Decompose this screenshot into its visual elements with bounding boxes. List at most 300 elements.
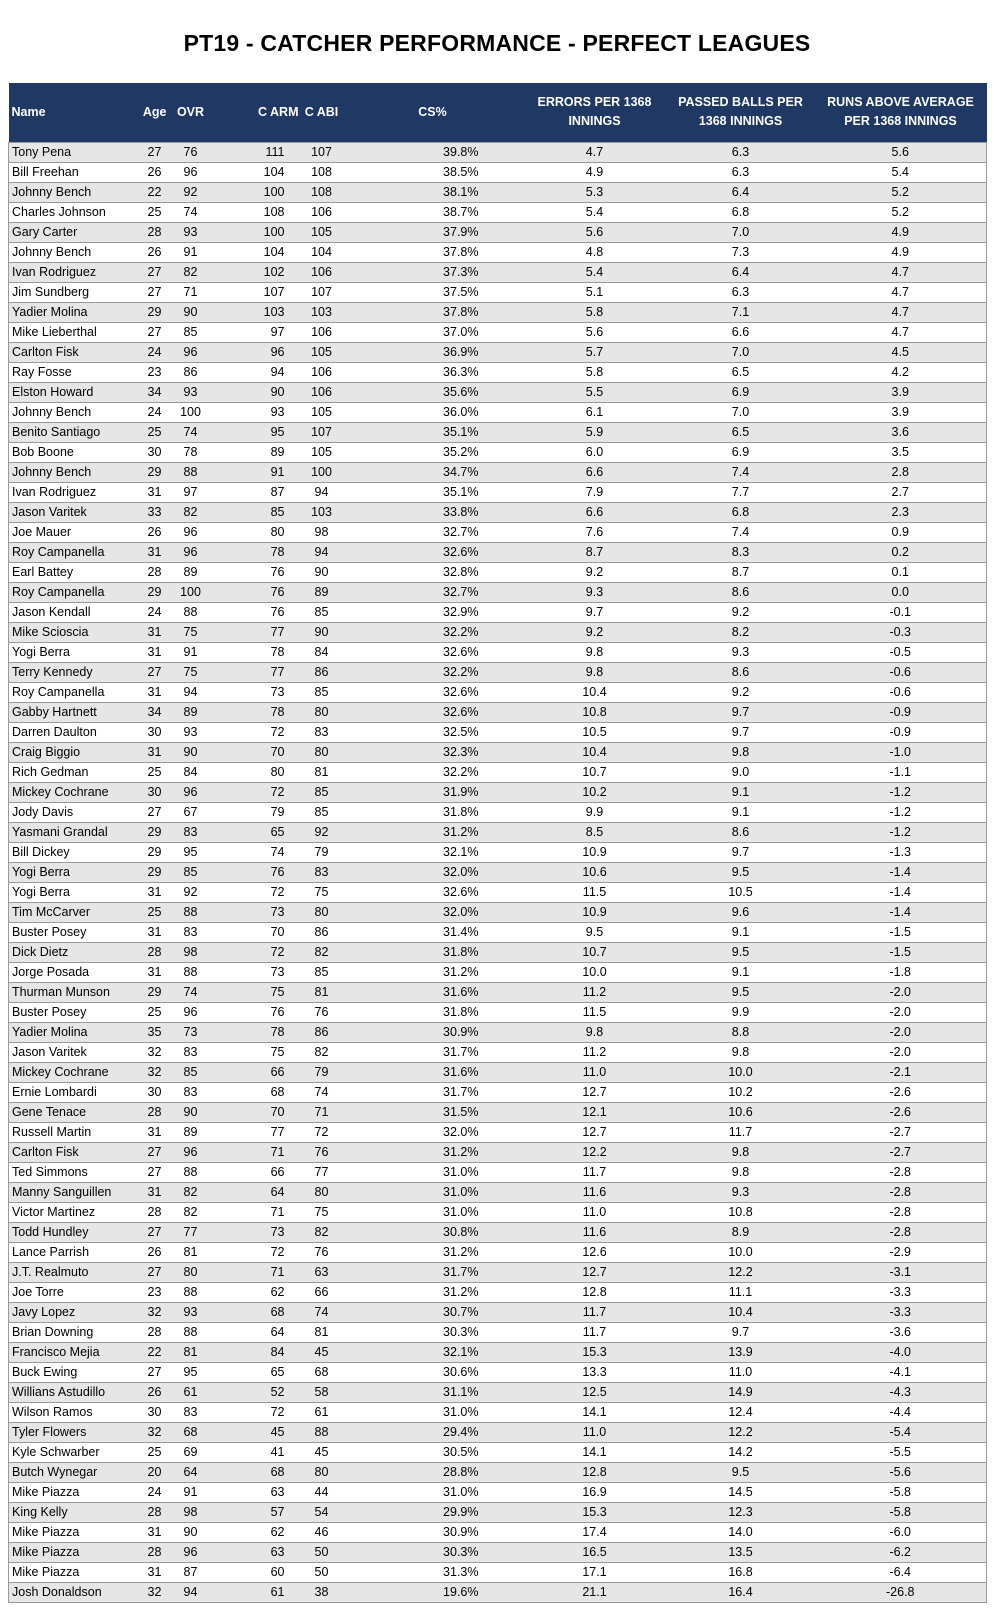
cell-cs-pct: 31.0% xyxy=(343,1162,523,1182)
cell-c-abi: 85 xyxy=(301,602,343,622)
cell-age: 30 xyxy=(141,442,169,462)
cell-runs-above-average: 3.6 xyxy=(815,422,987,442)
cell-passed-balls: 7.0 xyxy=(667,342,815,362)
cell-passed-balls: 11.0 xyxy=(667,1362,815,1382)
cell-age: 29 xyxy=(141,982,169,1002)
cell-c-arm: 62 xyxy=(213,1282,301,1302)
cell-age: 32 xyxy=(141,1042,169,1062)
table-row xyxy=(9,1262,987,1282)
cell-age: 22 xyxy=(141,1342,169,1362)
cell-ovr: 67 xyxy=(169,802,213,822)
cell-passed-balls: 6.3 xyxy=(667,282,815,302)
cell-name: Jim Sundberg xyxy=(9,282,141,302)
cell-passed-balls: 9.7 xyxy=(667,842,815,862)
cell-errors: 12.2 xyxy=(523,1142,667,1162)
col-header-name[interactable]: Name xyxy=(11,104,46,119)
cell-c-abi: 72 xyxy=(301,1122,343,1142)
cell-errors: 11.0 xyxy=(523,1062,667,1082)
cell-age: 27 xyxy=(141,1222,169,1242)
cell-runs-above-average: -3.3 xyxy=(815,1282,987,1302)
cell-age: 25 xyxy=(141,202,169,222)
cell-cs-pct: 35.1% xyxy=(343,422,523,442)
cell-c-abi: 80 xyxy=(301,742,343,762)
cell-cs-pct: 31.8% xyxy=(343,1002,523,1022)
cell-cs-pct: 32.5% xyxy=(343,722,523,742)
cell-c-abi: 80 xyxy=(301,1462,343,1482)
cell-cs-pct: 31.3% xyxy=(343,1562,523,1582)
table-row xyxy=(9,162,987,182)
cell-passed-balls: 7.0 xyxy=(667,402,815,422)
col-header-runs-above-average[interactable]: RUNS ABOVE AVERAGE PER 1368 INNINGS xyxy=(827,95,974,129)
cell-runs-above-average: -5.8 xyxy=(815,1502,987,1522)
cell-name: Mike Piazza xyxy=(9,1482,141,1502)
cell-errors: 12.5 xyxy=(523,1382,667,1402)
cell-c-arm: 72 xyxy=(213,1242,301,1262)
cell-errors: 15.3 xyxy=(523,1342,667,1362)
cell-name: Buck Ewing xyxy=(9,1362,141,1382)
cell-passed-balls: 9.7 xyxy=(667,1322,815,1342)
cell-errors: 4.8 xyxy=(523,242,667,262)
cell-runs-above-average: -5.4 xyxy=(815,1422,987,1442)
cell-c-abi: 61 xyxy=(301,1402,343,1422)
table-row xyxy=(9,402,987,422)
cell-name: Thurman Munson xyxy=(9,982,141,1002)
cell-ovr: 73 xyxy=(169,1022,213,1042)
col-header-c-abi[interactable]: C ABI xyxy=(304,104,339,119)
cell-errors: 5.9 xyxy=(523,422,667,442)
cell-passed-balls: 9.8 xyxy=(667,1142,815,1162)
cell-age: 29 xyxy=(141,582,169,602)
cell-c-arm: 78 xyxy=(213,542,301,562)
cell-name: J.T. Realmuto xyxy=(9,1262,141,1282)
cell-age: 30 xyxy=(141,1402,169,1422)
cell-runs-above-average: -1.4 xyxy=(815,882,987,902)
cell-ovr: 90 xyxy=(169,1522,213,1542)
cell-passed-balls: 10.4 xyxy=(667,1302,815,1322)
cell-c-abi: 85 xyxy=(301,802,343,822)
cell-cs-pct: 36.9% xyxy=(343,342,523,362)
cell-errors: 10.4 xyxy=(523,682,667,702)
cell-ovr: 88 xyxy=(169,1162,213,1182)
cell-cs-pct: 32.0% xyxy=(343,902,523,922)
cell-runs-above-average: 3.9 xyxy=(815,382,987,402)
cell-errors: 17.4 xyxy=(523,1522,667,1542)
cell-passed-balls: 14.2 xyxy=(667,1442,815,1462)
cell-c-arm: 72 xyxy=(213,942,301,962)
cell-runs-above-average: 4.9 xyxy=(815,242,987,262)
cell-c-arm: 107 xyxy=(213,282,301,302)
col-header-ovr[interactable]: OVR xyxy=(176,104,205,119)
cell-cs-pct: 32.2% xyxy=(343,622,523,642)
cell-c-arm: 65 xyxy=(213,1362,301,1382)
col-header-passed-balls[interactable]: PASSED BALLS PER 1368 INNINGS xyxy=(678,95,803,129)
cell-passed-balls: 9.8 xyxy=(667,1162,815,1182)
table-row xyxy=(9,202,987,222)
cell-runs-above-average: -4.0 xyxy=(815,1342,987,1362)
cell-name: Bill Dickey xyxy=(9,842,141,862)
cell-cs-pct: 30.5% xyxy=(343,1442,523,1462)
cell-runs-above-average: -3.1 xyxy=(815,1262,987,1282)
cell-c-abi: 68 xyxy=(301,1362,343,1382)
cell-c-abi: 74 xyxy=(301,1302,343,1322)
cell-cs-pct: 34.7% xyxy=(343,462,523,482)
cell-c-abi: 92 xyxy=(301,822,343,842)
col-header-c-arm[interactable]: C ARM xyxy=(257,104,299,119)
cell-c-abi: 82 xyxy=(301,1222,343,1242)
cell-runs-above-average: -1.5 xyxy=(815,922,987,942)
cell-ovr: 85 xyxy=(169,862,213,882)
table-row xyxy=(9,282,987,302)
cell-cs-pct: 30.9% xyxy=(343,1522,523,1542)
cell-runs-above-average: -26.8 xyxy=(815,1582,987,1602)
table-row xyxy=(9,922,987,942)
cell-age: 34 xyxy=(141,702,169,722)
cell-ovr: 82 xyxy=(169,1202,213,1222)
cell-name: Jody Davis xyxy=(9,802,141,822)
cell-c-arm: 70 xyxy=(213,1102,301,1122)
cell-c-arm: 68 xyxy=(213,1082,301,1102)
cell-passed-balls: 10.0 xyxy=(667,1242,815,1262)
cell-cs-pct: 32.6% xyxy=(343,702,523,722)
cell-c-arm: 104 xyxy=(213,242,301,262)
cell-errors: 5.6 xyxy=(523,322,667,342)
cell-passed-balls: 16.4 xyxy=(667,1582,815,1602)
table-row xyxy=(9,1562,987,1582)
cell-ovr: 93 xyxy=(169,722,213,742)
cell-runs-above-average: 0.0 xyxy=(815,582,987,602)
cell-age: 32 xyxy=(141,1422,169,1442)
cell-name: Ivan Rodriguez xyxy=(9,482,141,502)
cell-c-arm: 64 xyxy=(213,1182,301,1202)
cell-c-arm: 104 xyxy=(213,162,301,182)
cell-age: 30 xyxy=(141,1082,169,1102)
cell-passed-balls: 9.5 xyxy=(667,862,815,882)
table-row xyxy=(9,322,987,342)
cell-c-arm: 75 xyxy=(213,1042,301,1062)
cell-name: Yasmani Grandal xyxy=(9,822,141,842)
cell-cs-pct: 31.4% xyxy=(343,922,523,942)
cell-ovr: 88 xyxy=(169,962,213,982)
cell-age: 27 xyxy=(141,1362,169,1382)
cell-ovr: 74 xyxy=(169,202,213,222)
cell-cs-pct: 28.8% xyxy=(343,1462,523,1482)
cell-ovr: 90 xyxy=(169,302,213,322)
cell-cs-pct: 31.0% xyxy=(343,1182,523,1202)
table-row xyxy=(9,642,987,662)
cell-age: 25 xyxy=(141,1442,169,1462)
cell-c-abi: 105 xyxy=(301,222,343,242)
cell-c-arm: 76 xyxy=(213,582,301,602)
cell-runs-above-average: 5.2 xyxy=(815,182,987,202)
cell-passed-balls: 8.8 xyxy=(667,1022,815,1042)
cell-cs-pct: 38.7% xyxy=(343,202,523,222)
cell-ovr: 96 xyxy=(169,542,213,562)
cell-cs-pct: 32.3% xyxy=(343,742,523,762)
cell-passed-balls: 12.2 xyxy=(667,1422,815,1442)
cell-name: Brian Downing xyxy=(9,1322,141,1342)
cell-passed-balls: 6.9 xyxy=(667,442,815,462)
table-row xyxy=(9,902,987,922)
col-header-cs-pct[interactable]: CS% xyxy=(418,104,447,119)
cell-cs-pct: 29.4% xyxy=(343,1422,523,1442)
cell-runs-above-average: 3.5 xyxy=(815,442,987,462)
cell-errors: 10.4 xyxy=(523,742,667,762)
cell-age: 28 xyxy=(141,942,169,962)
cell-runs-above-average: -0.9 xyxy=(815,722,987,742)
cell-ovr: 87 xyxy=(169,1562,213,1582)
cell-c-abi: 82 xyxy=(301,1042,343,1062)
cell-name: Todd Hundley xyxy=(9,1222,141,1242)
cell-runs-above-average: 4.7 xyxy=(815,282,987,302)
cell-errors: 5.4 xyxy=(523,262,667,282)
cell-errors: 12.1 xyxy=(523,1102,667,1122)
cell-c-abi: 76 xyxy=(301,1002,343,1022)
cell-errors: 9.2 xyxy=(523,562,667,582)
cell-age: 31 xyxy=(141,1182,169,1202)
cell-errors: 5.7 xyxy=(523,342,667,362)
cell-ovr: 90 xyxy=(169,1102,213,1122)
table-row xyxy=(9,962,987,982)
cell-age: 23 xyxy=(141,362,169,382)
cell-age: 27 xyxy=(141,142,169,162)
cell-c-arm: 73 xyxy=(213,1222,301,1242)
cell-age: 27 xyxy=(141,322,169,342)
cell-cs-pct: 31.2% xyxy=(343,822,523,842)
cell-errors: 5.6 xyxy=(523,222,667,242)
cell-c-abi: 107 xyxy=(301,142,343,162)
cell-c-arm: 61 xyxy=(213,1582,301,1602)
cell-runs-above-average: -3.3 xyxy=(815,1302,987,1322)
cell-runs-above-average: -2.8 xyxy=(815,1222,987,1242)
cell-ovr: 84 xyxy=(169,762,213,782)
cell-ovr: 94 xyxy=(169,682,213,702)
col-header-errors[interactable]: ERRORS PER 1368 INNINGS xyxy=(537,95,652,129)
cell-c-arm: 64 xyxy=(213,1322,301,1342)
cell-cs-pct: 37.0% xyxy=(343,322,523,342)
cell-ovr: 92 xyxy=(169,182,213,202)
cell-ovr: 83 xyxy=(169,1042,213,1062)
cell-c-abi: 106 xyxy=(301,262,343,282)
cell-c-abi: 108 xyxy=(301,182,343,202)
cell-passed-balls: 13.5 xyxy=(667,1542,815,1562)
cell-name: Butch Wynegar xyxy=(9,1462,141,1482)
cell-ovr: 81 xyxy=(169,1342,213,1362)
cell-c-arm: 87 xyxy=(213,482,301,502)
cell-errors: 5.1 xyxy=(523,282,667,302)
cell-c-arm: 70 xyxy=(213,922,301,942)
cell-ovr: 95 xyxy=(169,1362,213,1382)
cell-passed-balls: 14.5 xyxy=(667,1482,815,1502)
cell-age: 34 xyxy=(141,382,169,402)
cell-errors: 12.7 xyxy=(523,1262,667,1282)
cell-cs-pct: 31.2% xyxy=(343,1142,523,1162)
cell-c-arm: 80 xyxy=(213,762,301,782)
cell-ovr: 83 xyxy=(169,1402,213,1422)
cell-cs-pct: 31.5% xyxy=(343,1102,523,1122)
table-row xyxy=(9,262,987,282)
cell-runs-above-average: -6.4 xyxy=(815,1562,987,1582)
cell-errors: 5.8 xyxy=(523,302,667,322)
cell-name: Yogi Berra xyxy=(9,642,141,662)
cell-ovr: 94 xyxy=(169,1582,213,1602)
cell-ovr: 96 xyxy=(169,1002,213,1022)
cell-age: 32 xyxy=(141,1582,169,1602)
cell-cs-pct: 37.5% xyxy=(343,282,523,302)
cell-cs-pct: 19.6% xyxy=(343,1582,523,1602)
cell-age: 24 xyxy=(141,1482,169,1502)
cell-passed-balls: 9.3 xyxy=(667,1182,815,1202)
cell-c-arm: 78 xyxy=(213,1022,301,1042)
cell-passed-balls: 16.8 xyxy=(667,1562,815,1582)
cell-errors: 9.9 xyxy=(523,802,667,822)
cell-ovr: 91 xyxy=(169,642,213,662)
cell-c-arm: 100 xyxy=(213,182,301,202)
cell-c-abi: 75 xyxy=(301,882,343,902)
cell-age: 20 xyxy=(141,1462,169,1482)
cell-runs-above-average: 5.2 xyxy=(815,202,987,222)
cell-name: Charles Johnson xyxy=(9,202,141,222)
cell-age: 28 xyxy=(141,1102,169,1122)
cell-ovr: 78 xyxy=(169,442,213,462)
table-row xyxy=(9,1482,987,1502)
cell-errors: 12.7 xyxy=(523,1082,667,1102)
cell-c-abi: 106 xyxy=(301,382,343,402)
table-row xyxy=(9,1162,987,1182)
cell-runs-above-average: 4.5 xyxy=(815,342,987,362)
table-row xyxy=(9,602,987,622)
table-row xyxy=(9,722,987,742)
cell-name: Yogi Berra xyxy=(9,882,141,902)
cell-age: 30 xyxy=(141,782,169,802)
cell-name: Gene Tenace xyxy=(9,1102,141,1122)
cell-c-arm: 76 xyxy=(213,1002,301,1022)
cell-ovr: 95 xyxy=(169,842,213,862)
cell-cs-pct: 32.6% xyxy=(343,642,523,662)
cell-runs-above-average: -1.8 xyxy=(815,962,987,982)
cell-passed-balls: 7.3 xyxy=(667,242,815,262)
cell-errors: 7.9 xyxy=(523,482,667,502)
cell-c-arm: 72 xyxy=(213,882,301,902)
cell-age: 31 xyxy=(141,1122,169,1142)
cell-errors: 5.5 xyxy=(523,382,667,402)
cell-errors: 12.6 xyxy=(523,1242,667,1262)
cell-errors: 5.8 xyxy=(523,362,667,382)
table-row xyxy=(9,182,987,202)
cell-c-abi: 79 xyxy=(301,842,343,862)
cell-errors: 17.1 xyxy=(523,1562,667,1582)
col-header-age[interactable]: Age xyxy=(142,104,167,119)
table-row xyxy=(9,662,987,682)
cell-errors: 12.8 xyxy=(523,1462,667,1482)
cell-c-arm: 66 xyxy=(213,1162,301,1182)
cell-passed-balls: 14.0 xyxy=(667,1522,815,1542)
cell-c-abi: 46 xyxy=(301,1522,343,1542)
cell-c-arm: 95 xyxy=(213,422,301,442)
cell-age: 23 xyxy=(141,1282,169,1302)
cell-errors: 9.7 xyxy=(523,602,667,622)
cell-c-arm: 80 xyxy=(213,522,301,542)
cell-runs-above-average: -1.2 xyxy=(815,822,987,842)
cell-c-abi: 45 xyxy=(301,1342,343,1362)
cell-name: Gabby Hartnett xyxy=(9,702,141,722)
cell-runs-above-average: -2.8 xyxy=(815,1182,987,1202)
cell-c-abi: 38 xyxy=(301,1582,343,1602)
cell-ovr: 83 xyxy=(169,1082,213,1102)
cell-passed-balls: 9.5 xyxy=(667,982,815,1002)
cell-passed-balls: 10.0 xyxy=(667,1062,815,1082)
cell-runs-above-average: 4.2 xyxy=(815,362,987,382)
cell-name: Mickey Cochrane xyxy=(9,782,141,802)
cell-c-arm: 85 xyxy=(213,502,301,522)
cell-c-arm: 78 xyxy=(213,642,301,662)
cell-cs-pct: 32.2% xyxy=(343,662,523,682)
cell-c-abi: 107 xyxy=(301,282,343,302)
table-row xyxy=(9,1422,987,1442)
cell-age: 27 xyxy=(141,662,169,682)
cell-c-abi: 50 xyxy=(301,1542,343,1562)
cell-c-arm: 111 xyxy=(213,142,301,162)
cell-c-arm: 91 xyxy=(213,462,301,482)
cell-ovr: 89 xyxy=(169,562,213,582)
cell-c-abi: 85 xyxy=(301,782,343,802)
cell-errors: 13.3 xyxy=(523,1362,667,1382)
cell-passed-balls: 8.7 xyxy=(667,562,815,582)
cell-name: Manny Sanguillen xyxy=(9,1182,141,1202)
table-row xyxy=(9,1342,987,1362)
cell-name: Mike Piazza xyxy=(9,1542,141,1562)
cell-errors: 9.3 xyxy=(523,582,667,602)
cell-cs-pct: 38.1% xyxy=(343,182,523,202)
cell-age: 31 xyxy=(141,542,169,562)
cell-errors: 14.1 xyxy=(523,1442,667,1462)
cell-c-abi: 71 xyxy=(301,1102,343,1122)
cell-passed-balls: 6.8 xyxy=(667,202,815,222)
cell-runs-above-average: -1.4 xyxy=(815,902,987,922)
cell-passed-balls: 7.1 xyxy=(667,302,815,322)
cell-cs-pct: 32.6% xyxy=(343,882,523,902)
cell-cs-pct: 30.7% xyxy=(343,1302,523,1322)
cell-ovr: 88 xyxy=(169,1282,213,1302)
cell-cs-pct: 31.8% xyxy=(343,942,523,962)
cell-name: Johnny Bench xyxy=(9,242,141,262)
table-row xyxy=(9,862,987,882)
cell-age: 32 xyxy=(141,1062,169,1082)
cell-c-abi: 90 xyxy=(301,622,343,642)
cell-runs-above-average: -6.2 xyxy=(815,1542,987,1562)
cell-c-arm: 68 xyxy=(213,1302,301,1322)
cell-cs-pct: 39.8% xyxy=(343,142,523,162)
cell-name: Yadier Molina xyxy=(9,1022,141,1042)
cell-c-arm: 97 xyxy=(213,322,301,342)
cell-ovr: 96 xyxy=(169,522,213,542)
cell-age: 31 xyxy=(141,922,169,942)
cell-name: Mike Piazza xyxy=(9,1562,141,1582)
cell-name: Mickey Cochrane xyxy=(9,1062,141,1082)
cell-runs-above-average: 2.8 xyxy=(815,462,987,482)
cell-cs-pct: 36.0% xyxy=(343,402,523,422)
cell-errors: 4.7 xyxy=(523,142,667,162)
cell-ovr: 80 xyxy=(169,1262,213,1282)
table-row xyxy=(9,242,987,262)
cell-name: Dick Dietz xyxy=(9,942,141,962)
cell-cs-pct: 31.6% xyxy=(343,982,523,1002)
cell-age: 24 xyxy=(141,402,169,422)
table-row xyxy=(9,1222,987,1242)
cell-errors: 10.7 xyxy=(523,762,667,782)
cell-runs-above-average: 3.9 xyxy=(815,402,987,422)
cell-passed-balls: 8.3 xyxy=(667,542,815,562)
cell-c-abi: 80 xyxy=(301,1182,343,1202)
